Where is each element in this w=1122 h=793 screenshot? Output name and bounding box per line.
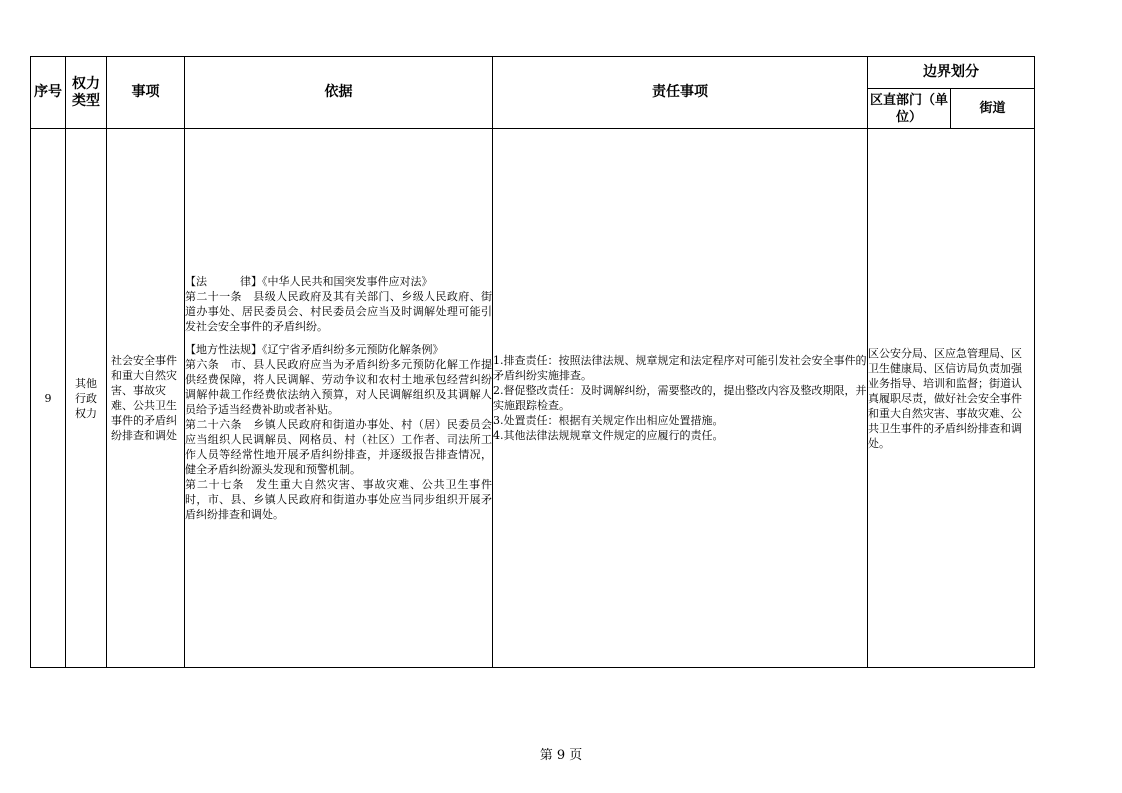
basis-regulation-title: 【地方性法规】《辽宁省矛盾纠纷多元预防化解条例》	[185, 343, 444, 356]
header-power-type: 权力类型	[66, 57, 107, 129]
basis-article-26: 第二十六条 乡镇人民政府和街道办事处、村（居）民委员会应当组织人民调解员、网格员、村（社区）工作者、司法所工作人员等经常性地开展矛盾纠纷排查，并逐级报告排查情况，健全矛盾纠纷源头发现和预警机制。	[185, 418, 492, 476]
basis-article-27: 第二十七条 发生重大自然灾害、事故灾难、公共卫生事件时，市、县、乡镇人民政府和街道办事处应当同步组织开展矛盾纠纷排查和调处。	[185, 478, 492, 521]
duty-item-2: 2.督促整改责任：及时调解纠纷，需要整改的，提出整改内容及整改期限，并实施跟踪检查。	[493, 384, 867, 412]
responsibility-table	[30, 56, 1035, 668]
duty-item-4: 4.其他法律法规规章文件规定的应履行的责任。	[493, 429, 724, 442]
table-row	[31, 129, 1035, 668]
duty-item-3: 3.处置责任：根据有关规定作出相应处置措施。	[493, 414, 724, 427]
row-power-type: 其他行政权力	[66, 129, 107, 668]
row-district-dept	[868, 129, 1035, 668]
header-item: 事项	[107, 57, 185, 129]
district-dept-text: 区公安分局、区应急管理局、区卫生健康局、区信访局负责加强业务指导、培训和监督；街道认真履职尽责，做好社会安全事件和重大自然灾害、事故灾难、公共卫生事件的矛盾纠纷排查和调处。	[868, 346, 1022, 450]
row-basis	[185, 129, 493, 668]
header-duty: 责任事项	[493, 57, 868, 129]
row-item: 社会安全事件和重大自然灾害、事故灾难、公共卫生事件的矛盾纠纷排查和调处	[107, 129, 185, 668]
duty-item-1: 1.排查责任：按照法律法规、规章规定和法定程序对可能引发社会安全事件的矛盾纠纷实施排查。	[493, 354, 867, 382]
header-boundary: 边界划分	[868, 57, 1035, 89]
basis-article-21: 第二十一条 县级人民政府及其有关部门、乡级人民政府、街道办事处、居民委员会、村民委员会应当及时调解处理可能引发社会安全事件的矛盾纠纷。	[185, 290, 492, 333]
header-street: 街道	[951, 89, 1035, 129]
basis-article-6: 第六条 市、县人民政府应当为矛盾纠纷多元预防化解工作提供经费保障，将人民调解、劳动争议和农村土地承包经营纠纷调解仲裁工作经费依法纳入预算，对人民调解组织及其调解人员给予适当经费补助或者补贴。	[185, 358, 492, 416]
header-seq: 序号	[31, 57, 66, 129]
row-seq: 9	[31, 129, 66, 668]
page-number: 第 9 页	[539, 748, 583, 763]
header-basis: 依据	[185, 57, 493, 129]
row-duty	[493, 129, 868, 668]
header-district-dept: 区直部门（单位）	[868, 89, 951, 129]
basis-law-title: 【法 律】《中华人民共和国突发事件应对法》	[185, 275, 433, 288]
